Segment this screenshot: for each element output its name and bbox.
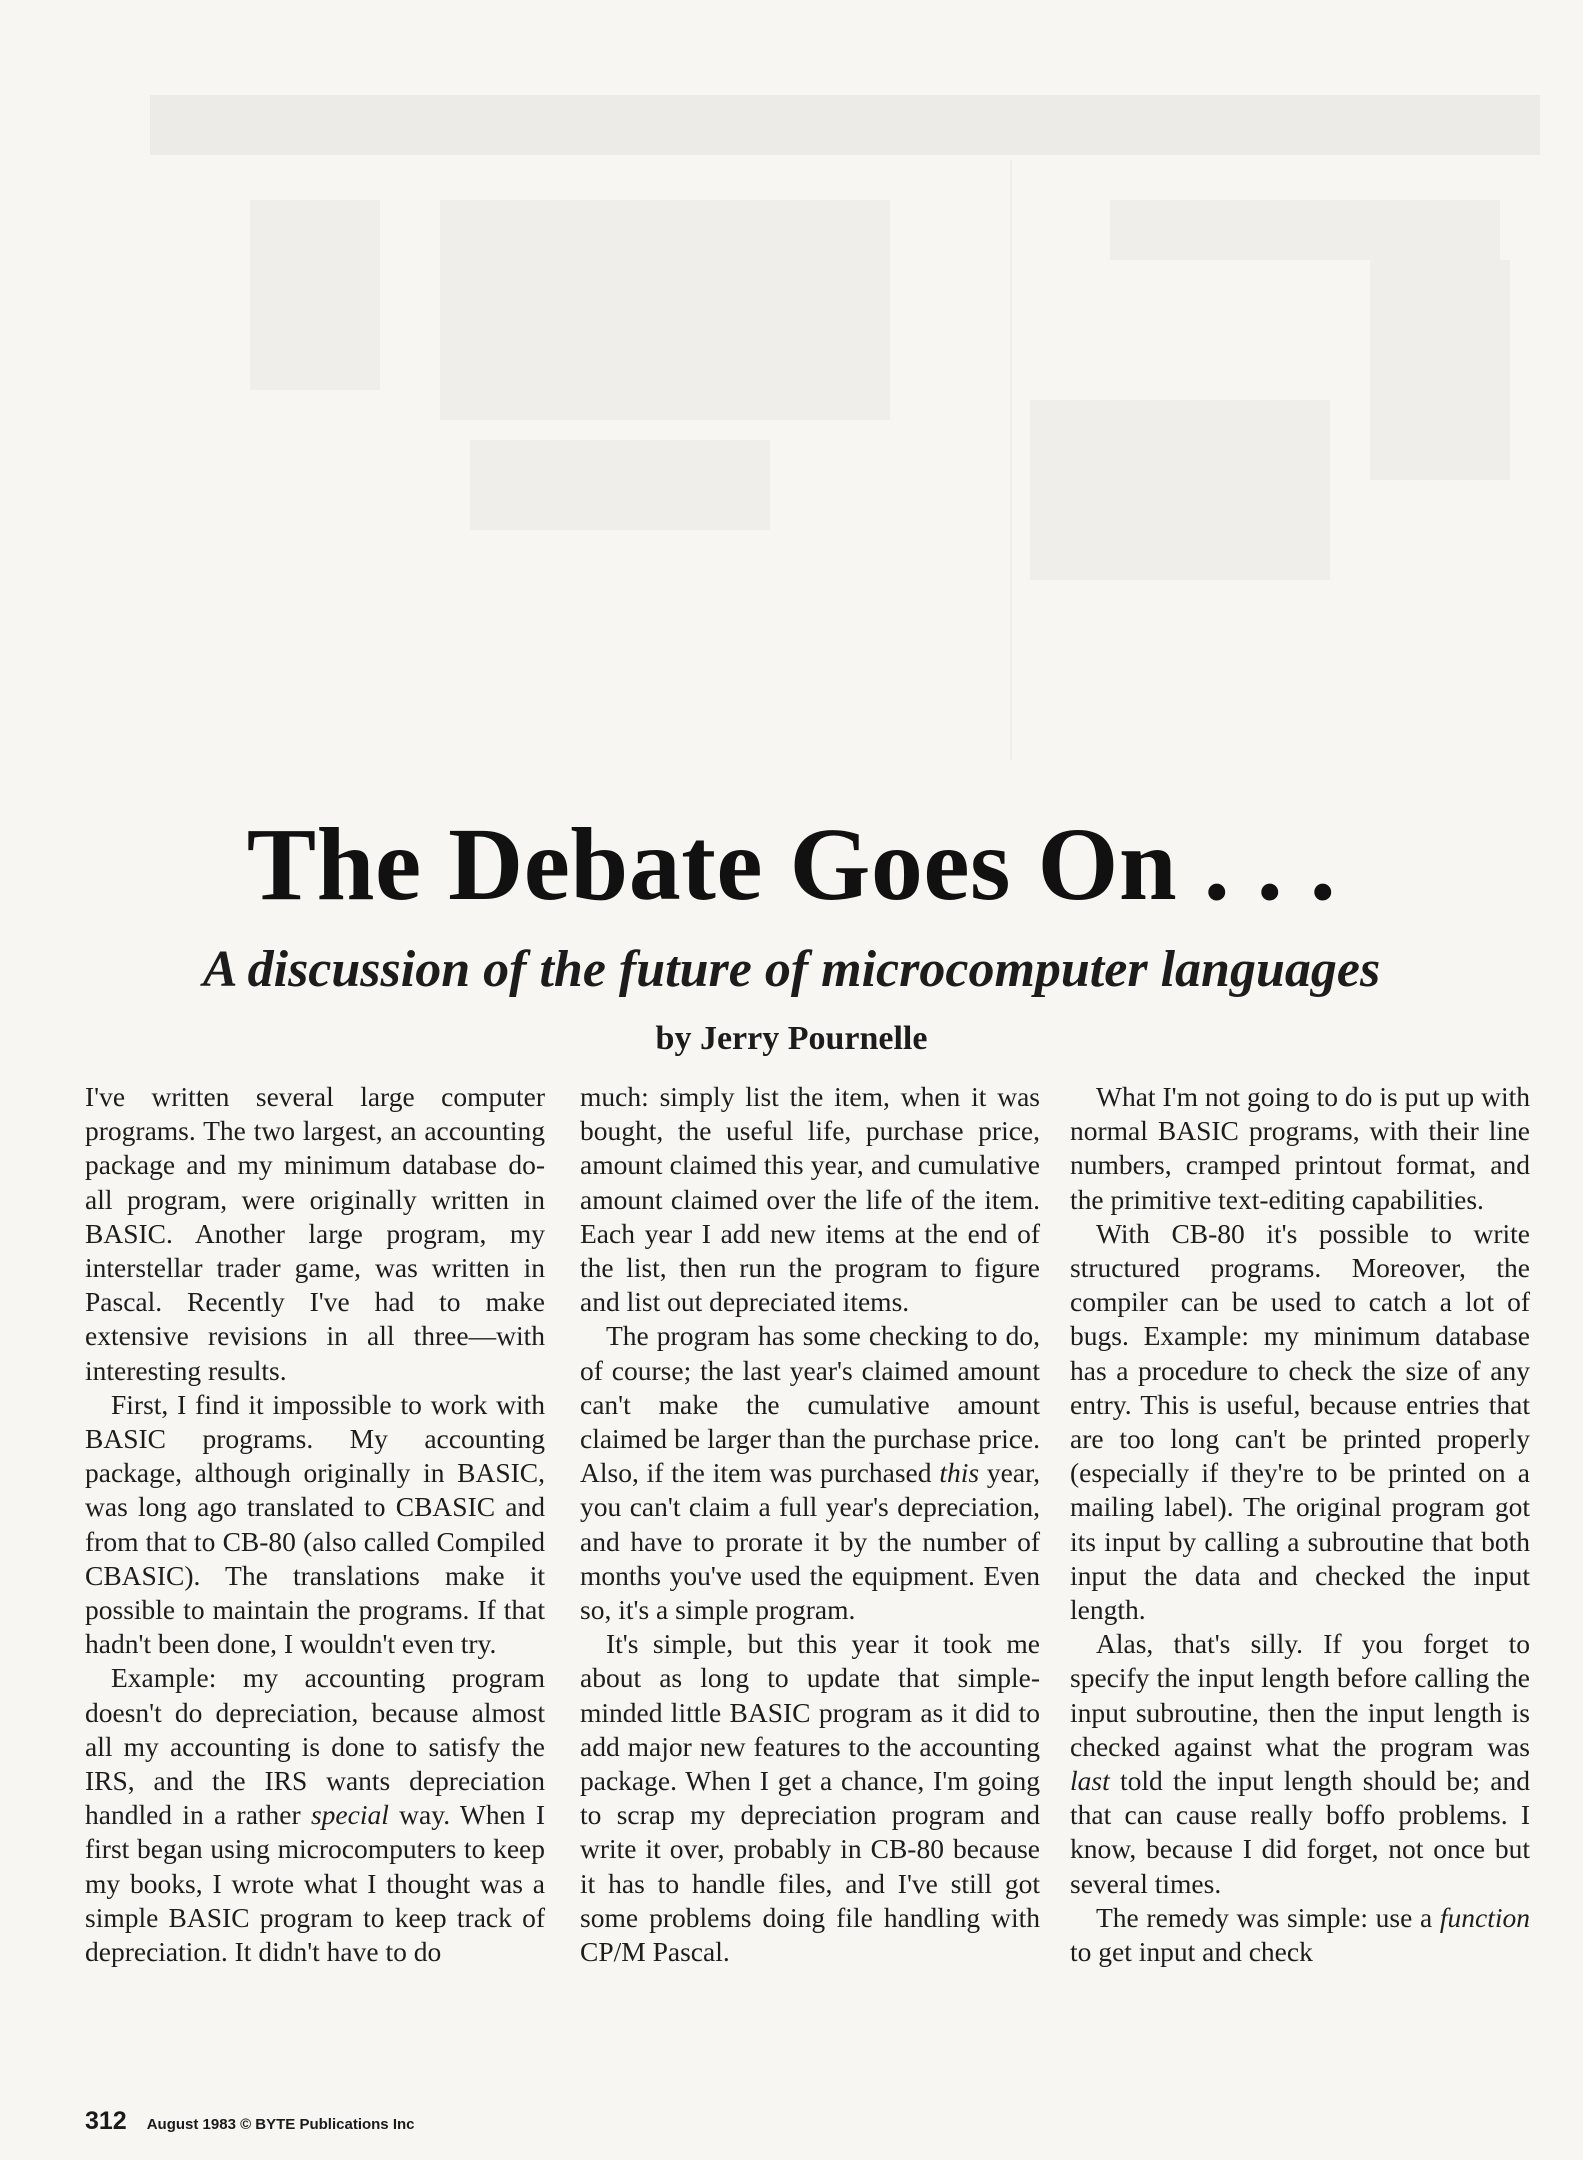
emphasized-word: special (310, 1799, 389, 1831)
page-number: 312 (85, 2107, 127, 2135)
paragraph-text: told the input length should be; and that can cause really boffo problems. I know, because I did forget, not once but several times. (1070, 1765, 1530, 1899)
paragraph (1070, 1627, 1530, 1901)
paragraph-text: year, you can't claim a full year's depreciation, and have to prorate it by the number of months you've used the equipment. Even so, it's a simple program. (580, 1457, 1041, 1626)
paragraph-text: way. When I first began using microcomputers to keep my books, I wrote what I thought was a simple BASIC program to keep track of depreciation. It didn't have to do (85, 1799, 545, 1968)
paragraph (1070, 1901, 1530, 1969)
paragraph: With CB-80 it's possible to write structured programs. Moreover, the compiler can be used to catch a lot of bugs. Example: my minimum database has a procedure to check the size of any entry. This is useful, because entries that are too long can't be printed properly (especially if they're to be printed on a mailing label). The original program got its input by calling a subroutine that both input the data and checked the input length. (1070, 1217, 1530, 1626)
paragraph: It's simple, but this year it took me about as long to update that simple-minded little BASIC program as it did to add major new features to the accounting package. When I get a chance, I'm going to scrap my depreciation program and write it over, probably in CB-80 because it has to handle files, and I've still got some problems doing file handling with CP/M Pascal. (580, 1628, 1040, 1968)
publication-credit: August 1983 © BYTE Publications Inc (146, 2116, 415, 2133)
emphasized-word: last (1070, 1765, 1110, 1797)
paragraph-text: The remedy was simple: use a (1096, 1901, 1440, 1933)
text-column-1 (85, 1080, 545, 1969)
paragraph: What I'm not going to do is put up with normal BASIC programs, with their line numbers, cramped printout format, and the primitive text-editing capabilities. (1070, 1081, 1530, 1215)
emphasized-word: function (1439, 1901, 1530, 1933)
article-byline: by Jerry Pournelle (655, 1020, 928, 1057)
emphasized-word: this (939, 1457, 980, 1489)
paragraph: I've written several large computer programs. The two largest, an accounting package and my minimum database do-all program, were originally written in BASIC. Another large program, my interstellar trader game, was written in Pascal. Recently I've had to make extensive revisions in all three—with interesting results. (85, 1081, 545, 1386)
article-title: The Debate Goes On . . . (246, 807, 1337, 922)
paragraph-text: The program has some checking to do, of course; the last year's claimed amount can't make the cumulative amount claimed be larger than the purchase price. Also, if the item was purchased (580, 1320, 1040, 1489)
reverse-page-show-through (0, 0, 1583, 780)
article-subtitle: A discussion of the future of microcomputer languages (202, 941, 1381, 998)
paragraph-text: to get input and check (1070, 1936, 1313, 1968)
paragraph: First, I find it impossible to work with BASIC programs. My accounting package, although originally in BASIC, was long ago translated to CBASIC and from that to CB-80 (also called Compiled CBASIC). The translations make it possible to maintain the programs. If that hadn't been done, I wouldn't even try. (85, 1388, 545, 1660)
text-column-3 (1070, 1080, 1530, 1969)
paragraph-text: Example: my accounting program doesn't do depreciation, because almost all my accounting is done to satisfy the IRS, and the IRS wants depreciation handled in a rather (85, 1662, 545, 1831)
paragraph (580, 1319, 1040, 1627)
paragraph: much: simply list the item, when it was bought, the useful life, purchase price, amount claimed this year, and cumulative amount claimed over the life of the item. Each year I add new items at the end of the list, then run the program to figure and list out depreciated items. (580, 1081, 1040, 1318)
text-column-2 (580, 1080, 1040, 1969)
page-footer (85, 2107, 415, 2136)
paragraph (85, 1661, 545, 1969)
paragraph-text: Alas, that's silly. If you forget to specify the input length before calling the input subroutine, then the input length is checked against what the program was (1070, 1628, 1530, 1762)
